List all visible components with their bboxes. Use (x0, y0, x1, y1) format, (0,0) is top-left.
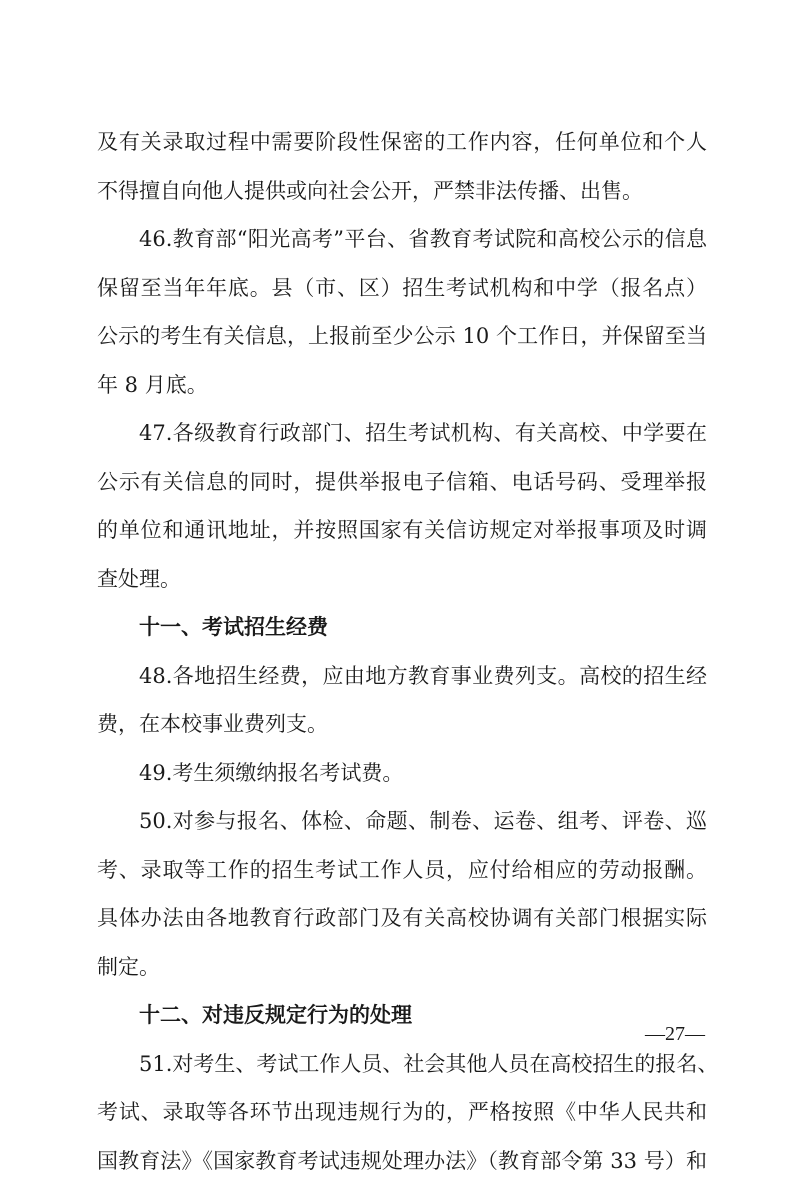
section-heading: 十二、对违反规定行为的处理 (97, 991, 707, 1040)
text-line: 公示有关信息的同时，提供举报电子信箱、电话号码、受理举报 (97, 458, 707, 507)
text-line: 及有关录取过程中需要阶段性保密的工作内容，任何单位和个人 (97, 118, 707, 167)
document-body (97, 118, 707, 1185)
text-line: 制定。 (97, 943, 707, 992)
text-line: 考试、录取等各环节出现违规行为的，严格按照《中华人民共和 (97, 1088, 707, 1137)
text-line: 费，在本校事业费列支。 (97, 700, 707, 749)
text-line: 51.对考生、考试工作人员、社会其他人员在高校招生的报名、 (97, 1040, 707, 1089)
text-line: 具体办法由各地教育行政部门及有关高校协调有关部门根据实际 (97, 894, 707, 943)
text-line: 49.考生须缴纳报名考试费。 (97, 749, 707, 798)
text-line: 公示的考生有关信息，上报前至少公示 10 个工作日，并保留至当 (97, 312, 707, 361)
text-line: 46.教育部“阳光高考”平台、省教育考试院和高校公示的信息 (97, 215, 707, 264)
text-line: 48.各地招生经费，应由地方教育事业费列支。高校的招生经 (97, 652, 707, 701)
text-line: 47.各级教育行政部门、招生考试机构、有关高校、中学要在 (97, 409, 707, 458)
text-line: 50.对参与报名、体检、命题、制卷、运卷、组考、评卷、巡 (97, 797, 707, 846)
text-line: 保留至当年年底。县（市、区）招生考试机构和中学（报名点） (97, 264, 707, 313)
text-line: 的单位和通讯地址，并按照国家有关信访规定对举报事项及时调 (97, 506, 707, 555)
text-line: 考、录取等工作的招生考试工作人员，应付给相应的劳动报酬。 (97, 846, 707, 895)
text-line: 查处理。 (97, 555, 707, 604)
section-heading: 十一、考试招生经费 (97, 603, 707, 652)
page-number: —27— (645, 1023, 705, 1046)
text-line: 国教育法》《国家教育考试违规处理办法》（教育部令第 33 号）和 (97, 1137, 707, 1185)
text-line: 不得擅自向他人提供或向社会公开，严禁非法传播、出售。 (97, 167, 707, 216)
text-line: 年 8 月底。 (97, 361, 707, 410)
